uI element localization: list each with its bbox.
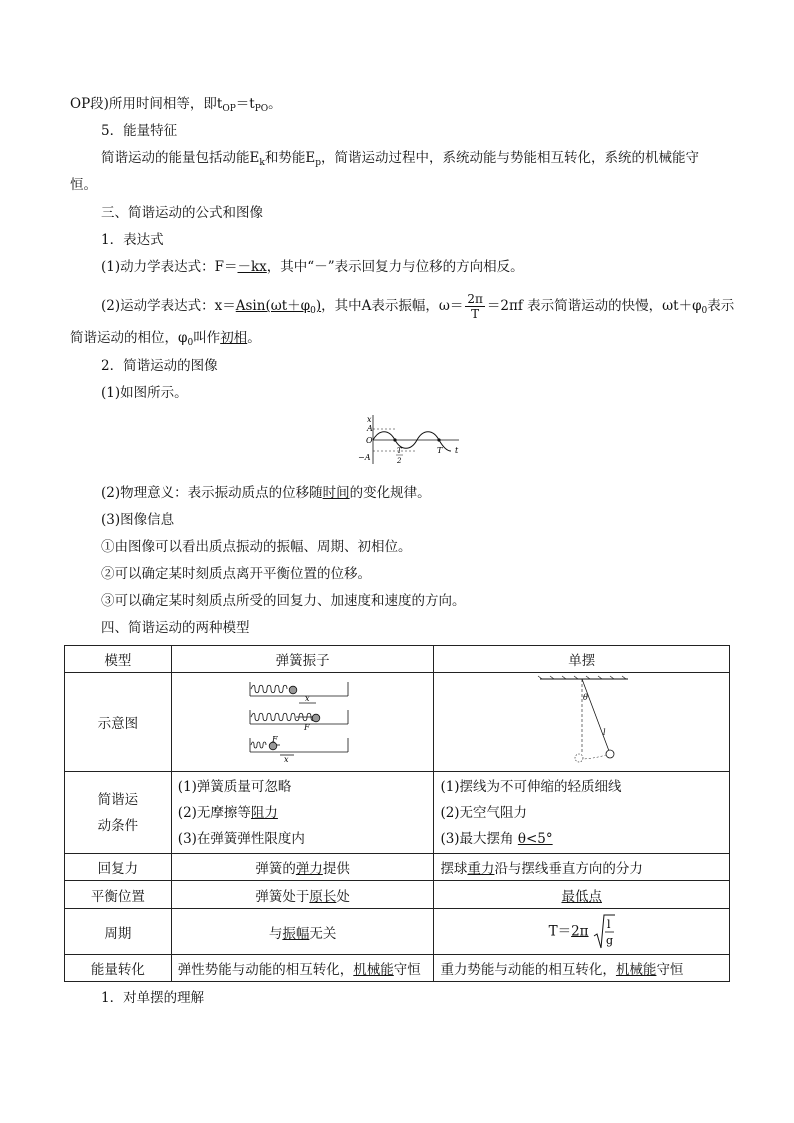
text: 沿与摆线垂直方向的分力 bbox=[494, 861, 643, 877]
text: ，简谐运动过程中，系统动能与势能相互转化，系统的机械能守 bbox=[320, 150, 699, 166]
t-label: t bbox=[455, 446, 459, 455]
text: 。 bbox=[268, 96, 282, 112]
text: (3)最大摆角 bbox=[440, 830, 518, 847]
text: 弹簧的 bbox=[255, 861, 296, 877]
paragraph-phase bbox=[70, 328, 261, 353]
underlined-answer: θ<5° bbox=[517, 830, 553, 847]
condition-line bbox=[440, 800, 723, 826]
text: ，其中“－”表示回复力与位移的方向相反。 bbox=[266, 259, 524, 275]
ball bbox=[606, 750, 614, 758]
text: OP段)所用时间相等，即t bbox=[70, 96, 223, 112]
text: T＝ bbox=[548, 923, 572, 939]
text: 叫作 bbox=[193, 330, 221, 346]
period-label: T bbox=[437, 446, 443, 455]
list-item: ③可以确定某时刻质点所受的回复力、加速度和速度的方向。 bbox=[101, 593, 466, 609]
spring-period-cell bbox=[171, 909, 434, 955]
pendulum-condition-cell bbox=[434, 772, 730, 854]
denominator: g bbox=[605, 933, 613, 947]
text: 。 bbox=[247, 330, 261, 346]
underlined-answer: 振幅 bbox=[282, 925, 310, 942]
fraction bbox=[465, 292, 485, 321]
subscript: OP bbox=[222, 104, 236, 114]
sqrt-sign bbox=[593, 912, 615, 952]
spring-diagram-cell bbox=[171, 673, 434, 772]
paragraph-op-time bbox=[70, 94, 282, 119]
section-heading-4: 四、简谐运动的两种模型 bbox=[101, 620, 250, 636]
ball bbox=[575, 754, 583, 762]
spring bbox=[251, 685, 287, 693]
numerator: 2π bbox=[467, 292, 483, 306]
ball bbox=[312, 714, 320, 722]
text: 表示 bbox=[707, 298, 735, 314]
text: ，其中A表示振幅，ω＝ bbox=[321, 298, 464, 314]
underlined-answer: 初相 bbox=[220, 330, 248, 346]
pendulum-equilibrium-cell bbox=[434, 881, 730, 909]
table-row bbox=[65, 955, 730, 982]
text: 守恒 bbox=[656, 962, 684, 978]
paragraph-energy-cont: 恒。 bbox=[70, 177, 97, 193]
table-row bbox=[65, 646, 730, 673]
underlined-answer: 2π bbox=[571, 923, 589, 939]
row-label: 平衡位置 bbox=[65, 881, 172, 909]
text: 简谐运动的相位，φ bbox=[70, 330, 188, 346]
x-label: x bbox=[367, 415, 372, 424]
paragraph-dynamics bbox=[101, 257, 524, 277]
header-cell: 模型 bbox=[65, 646, 172, 673]
subheading-expression: 1．表达式 bbox=[101, 232, 164, 248]
underlined-answer: 原长 bbox=[309, 888, 337, 905]
ball bbox=[289, 686, 297, 694]
pendulum-period-cell bbox=[434, 909, 730, 955]
pendulum-energy-cell bbox=[434, 955, 730, 982]
origin-label: O bbox=[366, 436, 373, 445]
text: 与 bbox=[268, 925, 283, 942]
underlined-answer: 最低点 bbox=[561, 888, 602, 905]
pendulum-label: l bbox=[602, 728, 606, 737]
condition-line bbox=[440, 826, 723, 852]
table-row bbox=[65, 881, 730, 909]
text: (1)弹簧质量可忽略 bbox=[177, 778, 292, 795]
table-row bbox=[65, 673, 730, 772]
row-label: 能量转化 bbox=[65, 955, 172, 982]
subheading-graph: 2．简谐运动的图像 bbox=[101, 358, 218, 374]
row-label: 回复力 bbox=[65, 854, 172, 881]
spring-force-cell bbox=[171, 854, 434, 881]
row-label bbox=[65, 772, 172, 854]
spring-label: F bbox=[271, 735, 278, 744]
period-point bbox=[437, 438, 440, 441]
text: 简谐运 bbox=[97, 791, 139, 808]
table-row bbox=[65, 772, 730, 854]
subscript: 0 bbox=[701, 306, 708, 316]
text: 动条件 bbox=[97, 817, 139, 834]
paragraph-kinematics bbox=[101, 292, 734, 321]
swing-arc bbox=[581, 755, 606, 759]
spring-label: x bbox=[304, 694, 310, 703]
header-cell: 单摆 bbox=[434, 646, 730, 673]
text: 处 bbox=[336, 888, 350, 905]
neg-a-label: −A bbox=[358, 453, 371, 462]
text: 摆球 bbox=[440, 861, 468, 877]
header-cell: 弹簧振子 bbox=[171, 646, 434, 673]
text: 守恒 bbox=[393, 962, 421, 978]
half-period-den: 2 bbox=[397, 457, 402, 465]
text: 重力势能与动能的相互转化， bbox=[440, 962, 616, 978]
paragraph-energy bbox=[101, 148, 699, 173]
text: 的变化规律。 bbox=[349, 485, 431, 501]
half-period-num: T bbox=[397, 447, 402, 455]
a-label: A bbox=[367, 424, 373, 433]
text: (1)动力学表达式：F＝ bbox=[101, 259, 238, 275]
half-period-point bbox=[393, 438, 396, 441]
text: (2)运动学表达式：x＝ bbox=[101, 298, 236, 314]
condition-line bbox=[178, 800, 428, 826]
spring bbox=[251, 742, 266, 748]
text: 提供 bbox=[322, 861, 350, 877]
subscript: PO bbox=[254, 104, 269, 114]
paragraph-meaning bbox=[101, 483, 431, 503]
spring-energy-cell bbox=[171, 955, 434, 982]
text: (2)无空气阻力 bbox=[440, 804, 528, 821]
pendulum-force-cell bbox=[434, 854, 730, 881]
section-heading-3: 三、简谐运动的公式和图像 bbox=[101, 205, 263, 221]
subscript: k bbox=[259, 158, 265, 168]
list-item: ①由图像可以看出质点振动的振幅、周期、初相位。 bbox=[101, 539, 412, 555]
pendulum-label: θ bbox=[582, 693, 588, 702]
underlined-answer bbox=[236, 298, 321, 314]
pendulum-string bbox=[582, 679, 609, 751]
table-row bbox=[65, 854, 730, 881]
text: (3)在弹簧弹性限度内 bbox=[177, 830, 305, 847]
heading-energy: 5．能量特征 bbox=[101, 123, 178, 139]
underlined-answer: 重力 bbox=[467, 861, 495, 877]
underlined-answer: 弹力 bbox=[295, 861, 323, 877]
row-label: 周期 bbox=[65, 909, 172, 955]
text: ＝t bbox=[235, 96, 255, 112]
spring-equilibrium-cell bbox=[171, 881, 434, 909]
text: (2)无摩擦等 bbox=[177, 804, 251, 821]
condition-line bbox=[178, 826, 428, 852]
paragraph-figure: (1)如图所示。 bbox=[101, 385, 188, 401]
spring-label: x bbox=[283, 755, 289, 762]
pendulum-diagram-cell bbox=[434, 673, 730, 772]
denominator: T bbox=[471, 307, 480, 321]
models-table bbox=[64, 645, 730, 982]
condition-line bbox=[178, 774, 428, 800]
underlined-answer: 机械能 bbox=[353, 962, 394, 978]
underlined-answer: 阻力 bbox=[250, 804, 278, 821]
pendulum-diagram bbox=[532, 675, 632, 765]
text: (2)物理意义：表示振动质点的位移随 bbox=[101, 485, 323, 501]
text: ) bbox=[315, 298, 322, 314]
text: (1)摆线为不可伸缩的轻质细线 bbox=[440, 778, 622, 795]
list-item: ②可以确定某时刻质点离开平衡位置的位移。 bbox=[101, 566, 371, 582]
row-label: 示意图 bbox=[65, 673, 172, 772]
sine-graph bbox=[355, 412, 465, 467]
spring-label: F bbox=[303, 723, 310, 732]
subscript: p bbox=[315, 158, 321, 168]
text: ＝2πf 表示简谐运动的快慢，ωt＋φ bbox=[486, 298, 702, 314]
paragraph-graph-info: (3)图像信息 bbox=[101, 512, 175, 528]
spring-oscillator-diagram bbox=[248, 678, 358, 762]
subscript: 0 bbox=[187, 338, 194, 348]
text: Asin(ωt＋φ bbox=[235, 298, 311, 314]
underlined-answer: 时间 bbox=[322, 485, 350, 501]
underlined-answer: 机械能 bbox=[615, 962, 657, 978]
text: 弹性势能与动能的相互转化， bbox=[177, 962, 354, 978]
subscript: 0 bbox=[310, 306, 316, 316]
table-row bbox=[65, 909, 730, 955]
text: 和势能E bbox=[264, 150, 316, 166]
text: 弹簧处于 bbox=[255, 888, 310, 905]
underlined-answer: －kx bbox=[237, 259, 267, 275]
text: 无关 bbox=[309, 925, 337, 942]
condition-line bbox=[440, 774, 723, 800]
numerator: l bbox=[606, 917, 611, 931]
subheading-pendulum: 1．对单摆的理解 bbox=[101, 990, 205, 1006]
text: 简谐运动的能量包括动能E bbox=[101, 150, 260, 166]
spring-condition-cell bbox=[171, 772, 434, 854]
